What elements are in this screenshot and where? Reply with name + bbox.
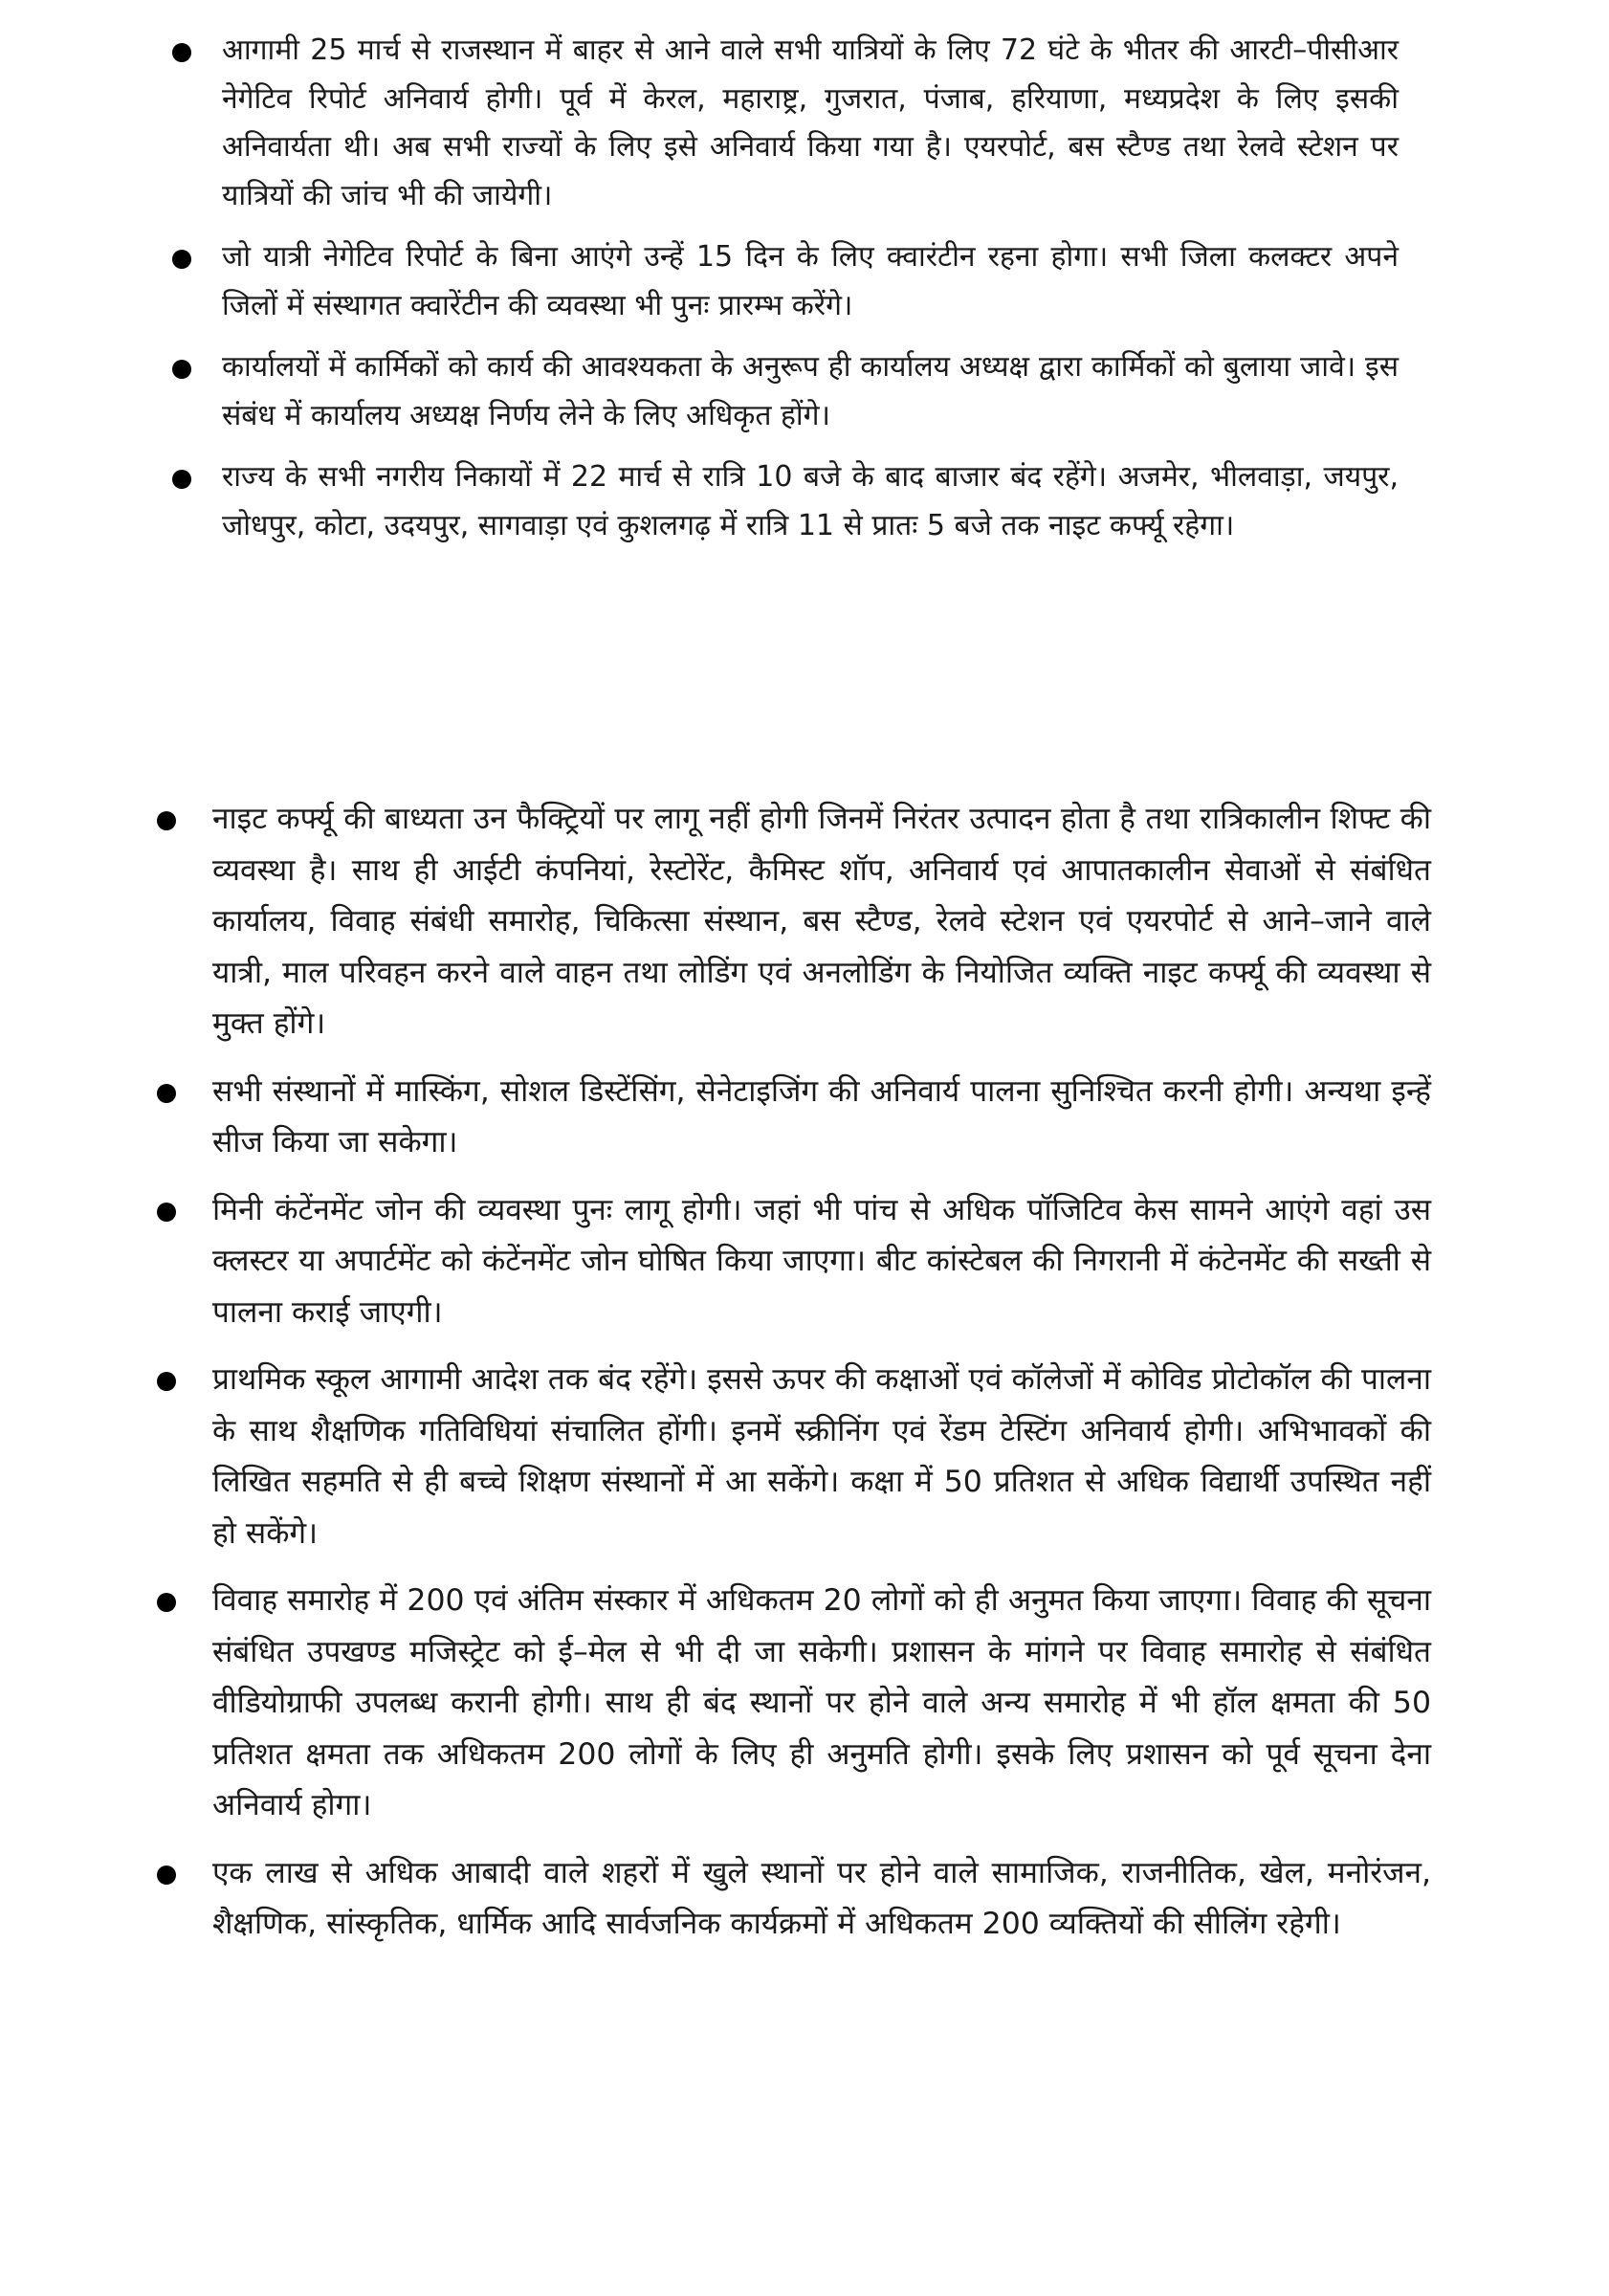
list-item	[172, 453, 1399, 550]
bullet-dot-icon	[172, 360, 191, 379]
bullet-dot-icon	[157, 1593, 176, 1612]
bullet-dot-icon	[157, 1372, 176, 1391]
list-item	[155, 1067, 1431, 1169]
list-item	[172, 343, 1399, 440]
list-item-text: विवाह समारोह में 200 एवं अंतिम संस्कार में अधिकतम 20 लोगों को ही अनुमत किया जाएगा। विवाह की सूचना संबंधित उपखण्ड मजिस्ट्रेट को ई–मेल से भी दी जा सकेगी। प्रशासन के मांगने पर विवाह समारोह से संबंधित वीडियोग्राफी उपलब्ध करानी होगी। साथ ही बंद स्थानों पर होने वाले अन्य समारोह में भी हॉल क्षमता की 50 प्रतिशत क्षमता तक अधिकतम 200 लोगों के लिए ही अनुमति होगी। इसके लिए प्रशासन को पूर्व सूचना देना अनिवार्य होगा।	[212, 1583, 1431, 1822]
list-item-text: राज्य के सभी नगरीय निकायों में 22 मार्च से रात्रि 10 बजे के बाद बाजार बंद रहेंगे। अजमेर, भीलवाड़ा, जयपुर, जोधपुर, कोटा, उदयपुर, सागवाड़ा एवं कुशलगढ़ में रात्रि 11 से प्रातः 5 बजे तक नाइट कर्फ्यू रहेगा।	[222, 460, 1399, 542]
list-item-text: आगामी 25 मार्च से राजस्थान में बाहर से आने वाले सभी यात्रियों के लिए 72 घंटे के भीतर की आरटी–पीसीआर नेगेटिव रिपोर्ट अनिवार्य होगी। पूर्व में केरल, महाराष्ट्र, गुजरात, पंजाब, हरियाणा, मध्यप्रदेश के लिए इसकी अनिवार्यता थी। अब सभी राज्यों के लिए इसे अनिवार्य किया गया है। एयरपोर्ट, बस स्टैण्ड तथा रेलवे स्टेशन पर यात्रियों की जांच भी की जायेगी।	[222, 33, 1399, 212]
bullet-dot-icon	[172, 250, 191, 269]
bullet-dot-icon	[157, 1203, 176, 1222]
list-item	[155, 1848, 1431, 1951]
guidelines-list-part-1	[172, 27, 1399, 563]
bullet-dot-icon	[157, 1866, 176, 1885]
bullet-dot-icon	[157, 811, 176, 830]
list-item-text: सभी संस्थानों में मास्किंग, सोशल डिस्टेंसिंग, सेनेटाइजिंग की अनिवार्य पालना सुनिश्चित करनी होगी। अन्यथा इन्हें सीज किया जा सकेगा।	[212, 1073, 1431, 1159]
bullet-dot-icon	[172, 43, 191, 62]
list-item	[172, 27, 1399, 220]
list-item	[172, 233, 1399, 330]
list-item	[155, 1185, 1431, 1339]
list-item	[155, 1576, 1431, 1832]
list-item	[155, 1355, 1431, 1559]
bullet-dot-icon	[172, 470, 191, 489]
list-item-text: एक लाख से अधिक आबादी वाले शहरों में खुले स्थानों पर होने वाले सामाजिक, राजनीतिक, खेल, मनोरंजन, शैक्षणिक, सांस्कृतिक, धार्मिक आदि सार्वजनिक कार्यक्रमों में अधिकतम 200 व्यक्तियों की सीलिंग रहेगी।	[212, 1855, 1431, 1941]
list-item-text: जो यात्री नेगेटिव रिपोर्ट के बिना आएंगे उन्हें 15 दिन के लिए क्वारंटीन रहना होगा। सभी जिला कलक्टर अपने जिलों में संस्थागत क्वारेंटीन की व्यवस्था भी पुनः प्रारम्भ करेंगे।	[222, 240, 1399, 322]
guidelines-list-part-2	[155, 794, 1431, 1967]
list-item-text: मिनी कंटेंनमेंट जोन की व्यवस्था पुनः लागू होगी। जहां भी पांच से अधिक पॉजिटिव केस सामने आएंगे वहां उस क्लस्टर या अपार्टमेंट को कंटेंनमेंट जोन घोषित किया जाएगा। बीट कांस्टेबल की निगरानी में कंटेनमेंट की सख्ती से पालना कराई जाएगी।	[212, 1192, 1431, 1330]
list-item-text: कार्यालयों में कार्मिकों को कार्य की आवश्यकता के अनुरूप ही कार्यालय अध्यक्ष द्वारा कार्मिकों को बुलाया जावे। इस संबंध में कार्यालय अध्यक्ष निर्णय लेने के लिए अधिकृत होंगे।	[222, 350, 1399, 432]
list-item-text: नाइट कर्फ्यू की बाध्यता उन फैक्ट्रियों पर लागू नहीं होगी जिनमें निरंतर उत्पादन होता है तथा रात्रिकालीन शिफ्ट की व्यवस्था है। साथ ही आईटी कंपनियां, रेस्टोरेंट, कैमिस्ट शॉप, अनिवार्य एवं आपातकालीन सेवाओं से संबंधित कार्यालय, विवाह संबंधी समारोह, चिकित्सा संस्थान, बस स्टैण्ड, रेलवे स्टेशन एवं एयरपोर्ट से आने–जाने वाले यात्री, माल परिवहन करने वाले वाहन तथा लोडिंग एवं अनलोडिंग के नियोजित व्यक्ति नाइट कर्फ्यू की व्यवस्था से मुक्त होंगे।	[212, 802, 1431, 1041]
list-item-text: प्राथमिक स्कूल आगामी आदेश तक बंद रहेंगे। इससे ऊपर की कक्षाओं एवं कॉलेजों में कोविड प्रोटोकॉल की पालना के साथ शैक्षणिक गतिविधियां संचालित होंगी। इनमें स्क्रीनिंग एवं रेंडम टेस्टिंग अनिवार्य होगी। अभिभावकों की लिखित सहमति से ही बच्चे शिक्षण संस्थानों में आ सकेंगे। कक्षा में 50 प्रतिशत से अधिक विद्यार्थी उपस्थित नहीं हो सकेंगे।	[212, 1362, 1431, 1551]
bullet-dot-icon	[157, 1084, 176, 1103]
list-item	[155, 794, 1431, 1050]
